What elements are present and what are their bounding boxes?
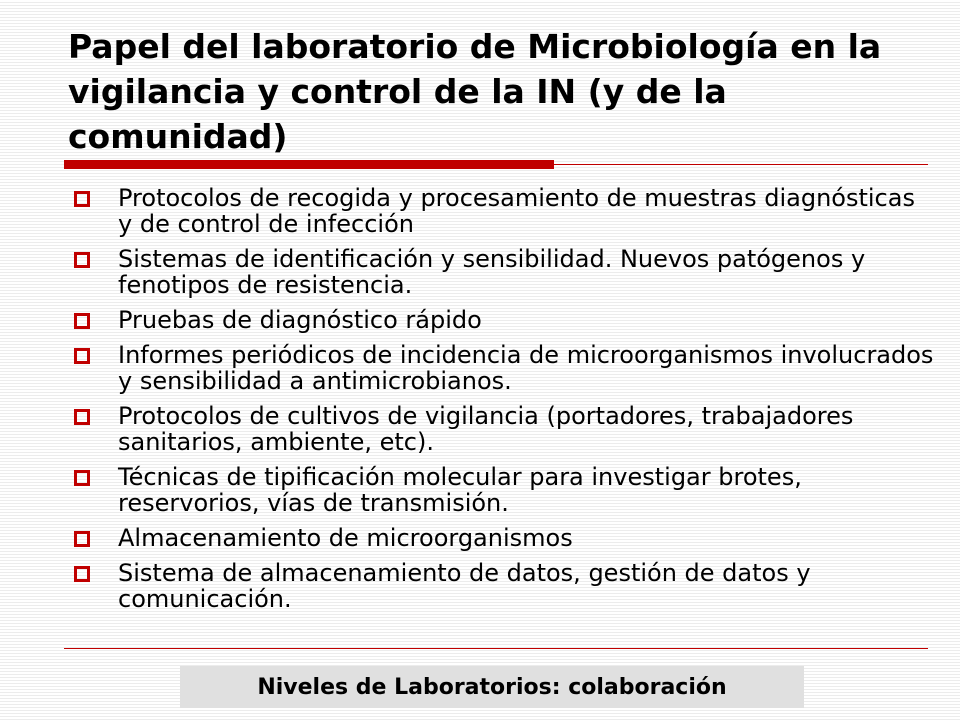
title-accent-bar: [64, 160, 554, 169]
bullet-text: Protocolos de recogida y procesamiento de muestras diagnósticas y de control de infección: [118, 184, 915, 238]
bullet-item: [74, 342, 934, 394]
bullet-item: [74, 560, 934, 612]
bullet-list: [74, 185, 934, 621]
bullet-text: Sistemas de identificación y sensibilidad. Nuevos patógenos y fenotipos de resistencia.: [118, 245, 866, 299]
footer-banner: [180, 666, 804, 708]
footer-divider-line: [64, 648, 928, 649]
bullet-item: [74, 307, 934, 333]
slide-title: Papel del laboratorio de Microbiología en la vigilancia y control de la IN (y de la comunidad): [68, 27, 882, 156]
square-bullet-icon: [74, 313, 90, 329]
footer-text: Niveles de Laboratorios: colaboración: [257, 674, 727, 700]
square-bullet-icon: [74, 191, 90, 207]
bullet-text: Almacenamiento de microorganismos: [118, 524, 573, 552]
bullet-text: Pruebas de diagnóstico rápido: [118, 306, 482, 334]
bullet-text: Sistema de almacenamiento de datos, gestión de datos y comunicación.: [118, 559, 811, 613]
bullet-text: Informes periódicos de incidencia de microorganismos involucrados y sensibilidad a antimicrobianos.: [118, 341, 934, 395]
bullet-item: [74, 246, 934, 298]
square-bullet-icon: [74, 348, 90, 364]
bullet-item: [74, 185, 934, 237]
square-bullet-icon: [74, 409, 90, 425]
square-bullet-icon: [74, 566, 90, 582]
bullet-item: [74, 403, 934, 455]
bullet-text: Protocolos de cultivos de vigilancia (portadores, trabajadores sanitarios, ambiente, etc).: [118, 402, 854, 456]
bullet-item: [74, 525, 934, 551]
bullet-item: [74, 464, 934, 516]
square-bullet-icon: [74, 470, 90, 486]
square-bullet-icon: [74, 252, 90, 268]
bullet-text: Técnicas de tipificación molecular para investigar brotes, reservorios, vías de transmisión.: [118, 463, 802, 517]
square-bullet-icon: [74, 531, 90, 547]
